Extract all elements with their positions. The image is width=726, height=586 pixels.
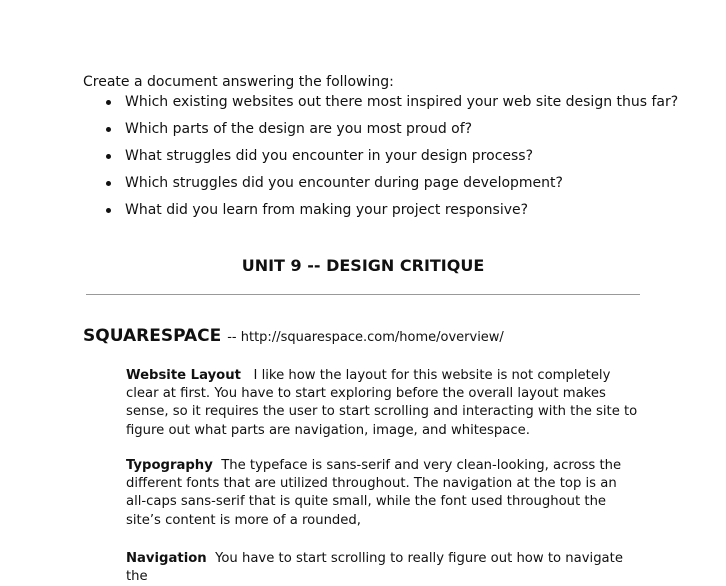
bullet-icon — [106, 154, 111, 159]
bullet-icon — [106, 208, 111, 213]
section-heading: Navigation — [126, 551, 207, 566]
list-item: Which existing websites out there most inspired your web site design thus far? — [106, 93, 678, 120]
section-heading: Typography — [126, 458, 213, 473]
list-item: Which struggles did you encounter during page development? — [106, 174, 678, 201]
page-title: UNIT 9 -- DESIGN CRITIQUE — [241, 256, 485, 275]
list-item: What did you learn from making your project responsive? — [106, 201, 678, 228]
site-url: -- http://squarespace.com/home/overview/ — [227, 330, 504, 345]
list-item: What struggles did you encounter in your design process? — [106, 147, 678, 174]
intro-text: Create a document answering the following: — [83, 74, 394, 90]
section-navigation — [126, 550, 638, 586]
section-text: You have to start scrolling to really figure out how to navigate the — [126, 551, 623, 585]
bullet-icon — [106, 181, 111, 186]
section-heading: Website Layout — [126, 368, 241, 383]
section-text: The typeface is sans-serif and very clean-looking, across the different fonts that are utilized throughout. The navigation at the top is an all-caps sans-serif that is quite small, while the font used throughout the site’s content is more of a rounded, — [126, 458, 622, 528]
site-name: SQUARESPACE — [83, 326, 222, 346]
section-typography — [126, 457, 638, 530]
section-website-layout — [126, 367, 638, 440]
divider — [86, 294, 640, 295]
question-list — [106, 93, 678, 228]
bullet-icon — [106, 100, 111, 105]
bullet-icon — [106, 127, 111, 132]
list-item: Which parts of the design are you most proud of? — [106, 120, 678, 147]
section-text: I like how the layout for this website is not completely clear at first. You have to start exploring before the overall layout makes sense, so it requires the user to start scrolling and interacting with the site to figure out what parts are navigation, image, and whitespace. — [126, 368, 638, 438]
site-heading — [83, 326, 504, 346]
